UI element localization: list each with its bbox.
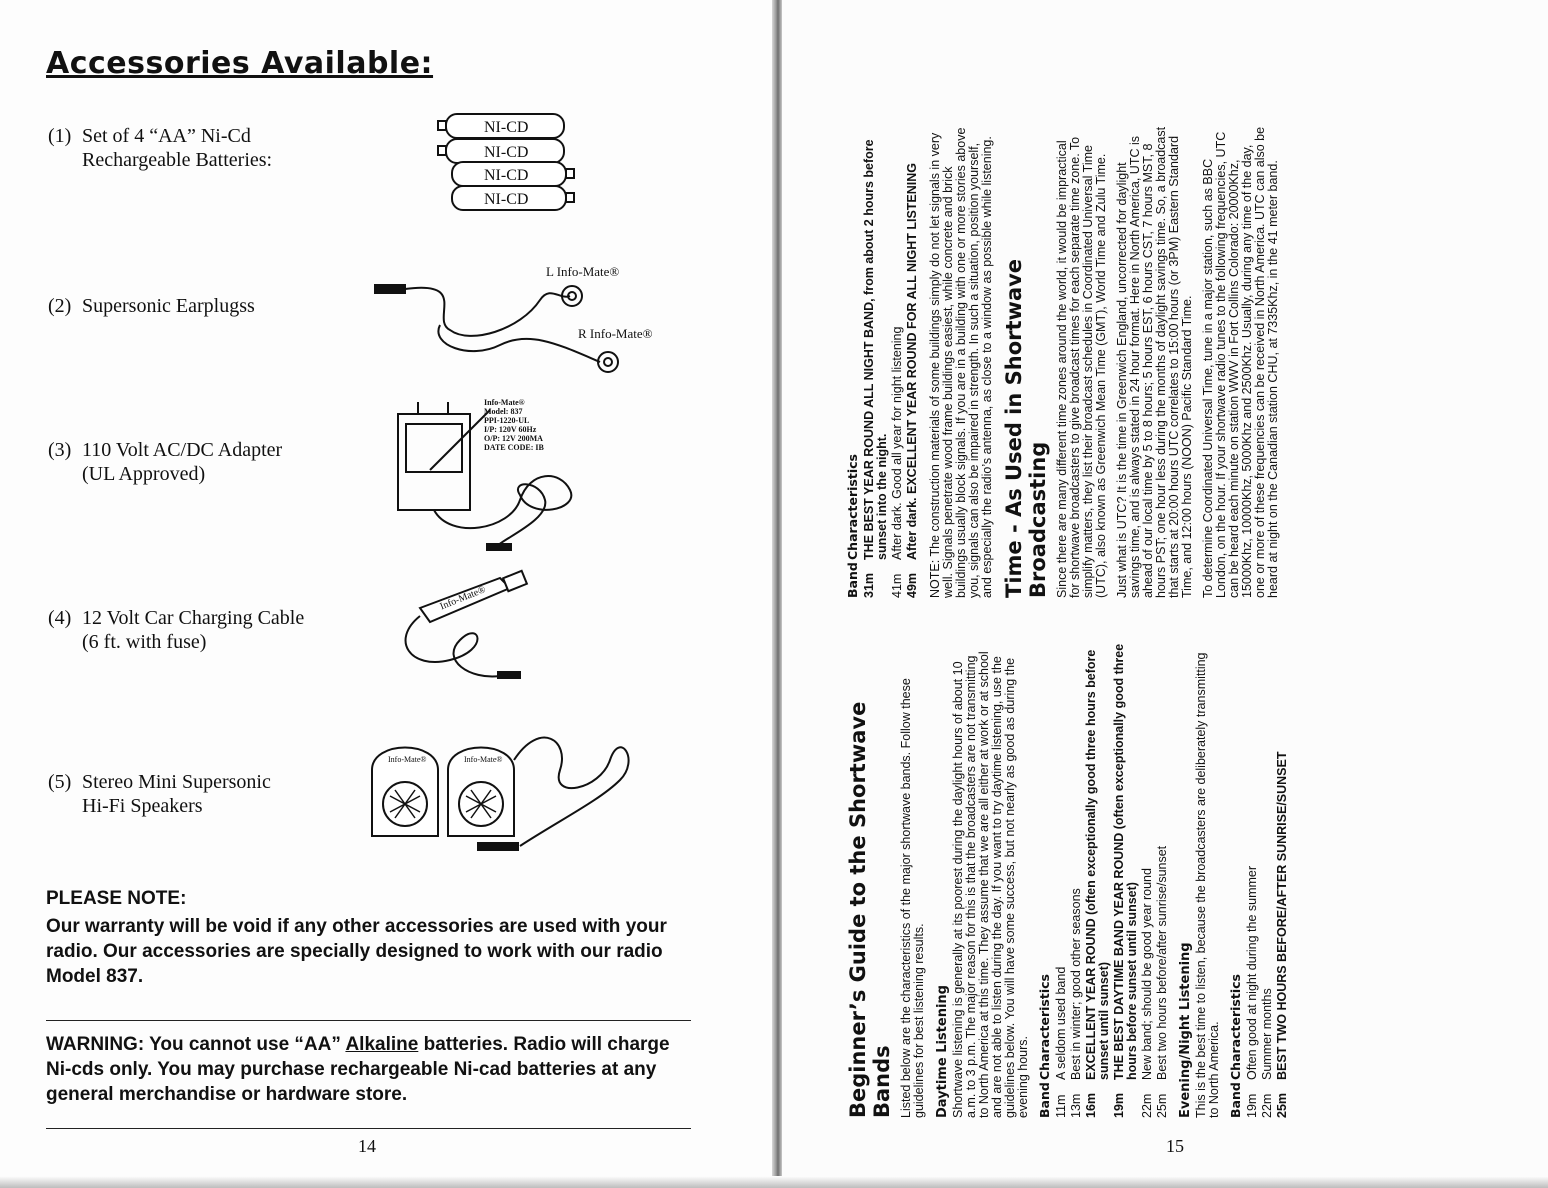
- band-text: Best in winter; good other seasons: [1069, 888, 1083, 1080]
- car-cable-illustration: [406, 571, 527, 678]
- battery-label: NI-CD: [484, 167, 529, 184]
- warning-text: [46, 1032, 686, 1107]
- speaker-label: Info-Mate®: [388, 755, 427, 764]
- warning-underlined: Alkaline: [345, 1034, 419, 1055]
- page-heading: Accessories Available:: [46, 46, 434, 81]
- band-value: 19m: [1112, 1092, 1126, 1118]
- band-value: 11m: [1054, 1094, 1068, 1118]
- band-text: Best two hours before/after sunrise/sunset: [1155, 845, 1169, 1080]
- page-number: 14: [358, 1136, 376, 1156]
- accessory-number: (3): [48, 439, 72, 461]
- band-value: 25m: [1275, 1092, 1289, 1118]
- band-row: [1261, 643, 1274, 1118]
- speaker-label: Info-Mate®: [464, 755, 503, 764]
- band-header: Band: [845, 562, 860, 598]
- earplug-left-label: L Info-Mate®: [546, 264, 620, 279]
- column-left: [846, 643, 1291, 1118]
- band-value: 31m: [862, 572, 876, 598]
- characteristics-header: Characteristics: [845, 454, 860, 560]
- adapter-label-line: DATE CODE: IB: [484, 443, 544, 452]
- band-value: 22m: [1260, 1093, 1274, 1118]
- accessory-line: Supersonic Earplugss: [82, 295, 255, 317]
- cable-label: Info-Mate®: [438, 584, 488, 613]
- battery-label: NI-CD: [484, 191, 529, 208]
- adapter-label-line: PPI-1220-UL: [484, 416, 530, 425]
- band-value: 16m: [1084, 1092, 1098, 1118]
- accessory-line: 110 Volt AC/DC Adapter: [82, 439, 283, 461]
- accessory-number: (1): [48, 125, 72, 147]
- accessory-illustrations: [0, 0, 775, 900]
- band-row: [891, 123, 904, 598]
- band-value: 41m: [890, 573, 904, 598]
- band-row: [1055, 643, 1068, 1118]
- accessory-number: (5): [48, 771, 72, 793]
- time-paragraph: Just what is UTC? It is the time in Greenwich England, uncorrected for daylight savings time, and is always stated in 24 hour format. Here in North America, UTC is ahead of our local time by 5 to 8 hours; 5 hours EST, 6 hours CST, 7 hours MST, 8 hours PST; one hour less during the months of daylight savings time. So, a broadcast that starts at 20:00 hours UTC correlates to 15:00 hours (or 3PM) Eastern Standard Time, and 12:00 hours (NOON) Pacific Standard Time.: [1115, 126, 1194, 598]
- time-paragraph: Since there are many different time zones around the world, it would be impractical for shortwave broadcasters to give broadcast times for each separate time zone. To simplify matters, they list their broadcast schedules in Coordinated Universal Time (UTC), also known as Greenwich Mean Time (GMT), World Time and Zulu Time.: [1055, 136, 1108, 598]
- accessory-line: Stereo Mini Supersonic: [82, 771, 271, 793]
- accessory-number: (4): [48, 607, 72, 629]
- characteristics-header: Characteristics: [1037, 974, 1052, 1080]
- band-row: [863, 123, 889, 598]
- band-text: EXCELLENT YEAR ROUND (often exceptionally good three hours before sunset until sunset): [1084, 649, 1111, 1080]
- band-row: [1141, 643, 1154, 1118]
- band-row: [1276, 643, 1289, 1118]
- divider: [46, 1128, 691, 1129]
- guide-title: Beginner’s Guide to the Shortwave Bands: [846, 701, 894, 1118]
- daytime-heading: Daytime Listening: [935, 985, 950, 1118]
- band-text: THE BEST DAYTIME BAND YEAR ROUND (often exceptionally good three hours before sunset until sunset): [1112, 643, 1139, 1080]
- band-value: 22m: [1140, 1093, 1154, 1118]
- band-table-header: [846, 123, 859, 598]
- divider: [46, 1020, 691, 1021]
- guide-intro: Listed below are the characteristics of the major shortwave bands. Follow these guidelines for best listening results.: [899, 678, 926, 1118]
- building-note: NOTE: The construction materials of some buildings simply do not let signals in very well. Signals penetrate wood frame buildings easiest, while concrete and brick buildings usually block signals. If you are in a building with one or more stories above you, signals can also be impaired in strength. In such a situation, position yourself, and especially the radio’s antenna, as close to a window as possible while listening.: [928, 127, 994, 598]
- adapter-label-line: I/P: 120V 60Hz: [484, 425, 537, 434]
- time-paragraph: To determine Coordinated Universal Time, tune in a major station, such as BBC London, on the hour. If your shortwave radio tunes to the following frequencies, UTC can be heard each minute on station WWV in Fort Collins Colorado: 20000Khz, 15000Khz, 10000Khz, 5000Khz and 2500Khz. Usually, during any time of the day, one or more of these frequencies can be received in North America. UTC can also be heard at night on the Canadian station CHU, at 7335Khz, in the 41 meter band.: [1201, 126, 1280, 598]
- accessory-line: (UL Approved): [82, 463, 206, 485]
- adapter-label-line: Model: 837: [484, 407, 523, 416]
- evening-heading: Evening/Night Listening: [1178, 942, 1193, 1118]
- page-number: 15: [1166, 1136, 1184, 1156]
- band-table-header: [1038, 643, 1051, 1118]
- band-value: 49m: [905, 572, 919, 598]
- column-right: [846, 123, 1288, 598]
- page-bottom-edge: [0, 1176, 1548, 1188]
- adapter-label-line: O/P: 12V 200MA: [484, 434, 543, 443]
- band-row: [1246, 643, 1259, 1118]
- accessory-number: (2): [48, 295, 72, 317]
- battery-label: NI-CD: [484, 144, 529, 161]
- band-text: After dark. EXCELLENT YEAR ROUND FOR ALL NIGHT LISTENING: [905, 162, 919, 560]
- band-row: [1085, 643, 1111, 1118]
- band-value: 25m: [1155, 1093, 1169, 1118]
- band-row: [1070, 643, 1083, 1118]
- band-text: Summer months: [1260, 988, 1274, 1080]
- band-text: Often good at night during the summer: [1245, 865, 1259, 1080]
- right-page: [782, 0, 1548, 1188]
- warning-part: batteries. Radio will charge Ni-cds only. You may purchase rechargeable Ni-cad batteries at any general merchandise or hardware store.: [46, 1034, 670, 1105]
- band-text: New band; should be good year round: [1140, 868, 1154, 1080]
- accessory-line: Hi-Fi Speakers: [82, 795, 203, 817]
- band-text: THE BEST YEAR ROUND ALL NIGHT BAND, from about 2 hours before sunset into the night.: [862, 139, 889, 560]
- book-spine: [772, 0, 782, 1188]
- earplug-right-label: R Info-Mate®: [578, 326, 653, 341]
- warning-part: WARNING: You cannot use “AA”: [46, 1034, 346, 1055]
- band-text: A seldom used band: [1054, 966, 1068, 1080]
- adapter-label-line: Info-Mate®: [484, 398, 525, 407]
- band-value: 19m: [1245, 1093, 1259, 1118]
- band-value: 13m: [1069, 1093, 1083, 1118]
- band-text: BEST TWO HOURS BEFORE/AFTER SUNRISE/SUNSET: [1275, 751, 1289, 1080]
- band-row: [906, 123, 919, 598]
- note-text: Our warranty will be void if any other accessories are used with your radio. Our accessories are specially designed to work with our radio Model 837.: [46, 916, 667, 987]
- accessory-line: Set of 4 “AA” Ni-Cd: [82, 125, 251, 147]
- band-header: Band: [1037, 1082, 1052, 1118]
- accessory-line: 12 Volt Car Charging Cable: [82, 607, 305, 629]
- band-row: [1113, 643, 1139, 1118]
- band-row: [1156, 643, 1169, 1118]
- evening-text: This is the best time to listen, because the broadcasters are deliberately transmitting to North America.: [1194, 652, 1221, 1118]
- note-heading: PLEASE NOTE:: [46, 888, 187, 909]
- band-table-header: [1229, 643, 1242, 1118]
- band-text: After dark. Good all year for night listening: [890, 326, 904, 560]
- accessory-line: Rechargeable Batteries:: [82, 149, 273, 171]
- time-title: Time - As Used in Shortwave Broadcasting: [1002, 258, 1050, 598]
- accessory-line: (6 ft. with fuse): [82, 631, 207, 653]
- characteristics-header: Characteristics: [1228, 974, 1243, 1080]
- daytime-text: Shortwave listening is generally at its poorest during the daylight hours of about 10 a.m. to 3 p.m. The major reason for this is that the broadcasters are not transmitting to North America at this time. They assume that we are all either at work or at school and are not able to listen during the day. If you want to try daytime listening, use the guidelines below. You will have some success, but not nearly as good as during the evening hours.: [951, 651, 1030, 1118]
- band-header: Band: [1228, 1082, 1243, 1118]
- battery-label: NI-CD: [484, 119, 529, 136]
- rotated-content: [782, 68, 1548, 1188]
